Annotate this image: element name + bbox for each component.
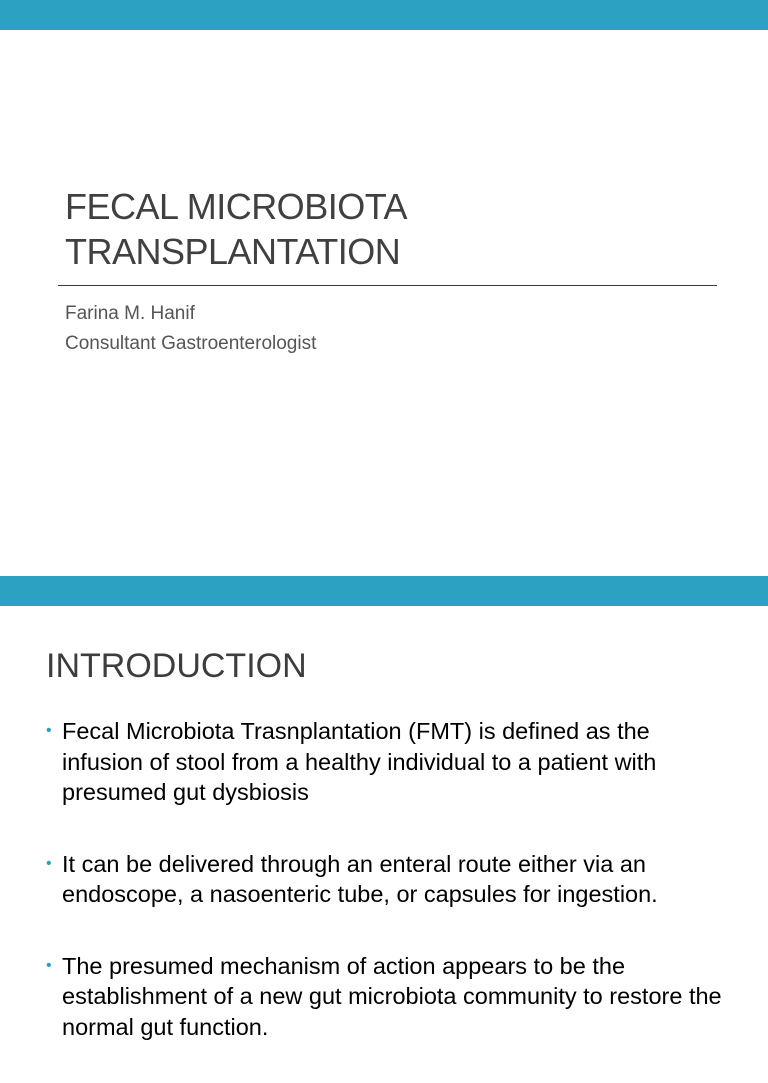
bullet-icon: • <box>46 722 52 739</box>
bullet-item <box>46 951 736 1043</box>
bullet-text: The presumed mechanism of action appears to be the establishment of a new gut microbiota community to restore the normal gut function. <box>62 952 722 1040</box>
presenter-role: Consultant Gastroenterologist <box>65 333 317 354</box>
bullet-icon: • <box>46 854 52 872</box>
presentation-title <box>65 184 715 274</box>
title-line-1: FECAL MICROBIOTA <box>65 186 408 227</box>
bullet-item <box>46 716 736 808</box>
bullet-text: Fecal Microbiota Trasnplantation (FMT) is defined as the infusion of stool from a healthy individual to a patient with presumed gut dysbiosis <box>62 718 657 805</box>
bullet-item <box>46 849 736 910</box>
slide-heading: INTRODUCTION <box>46 647 307 685</box>
title-divider <box>58 285 717 286</box>
slide-accent-bar <box>0 0 768 30</box>
presenter-name: Farina M. Hanif <box>65 303 195 324</box>
bullet-list <box>46 716 736 1083</box>
bullet-icon: • <box>46 956 52 974</box>
introduction-slide <box>0 576 768 1040</box>
slide-accent-bar <box>0 576 768 606</box>
title-line-2: TRANSPLANTATION <box>65 231 401 272</box>
bullet-text: It can be delivered through an enteral route either via an endoscope, a nasoenteric tube, or capsules for ingestion. <box>62 850 658 907</box>
presenter-info <box>65 299 316 359</box>
